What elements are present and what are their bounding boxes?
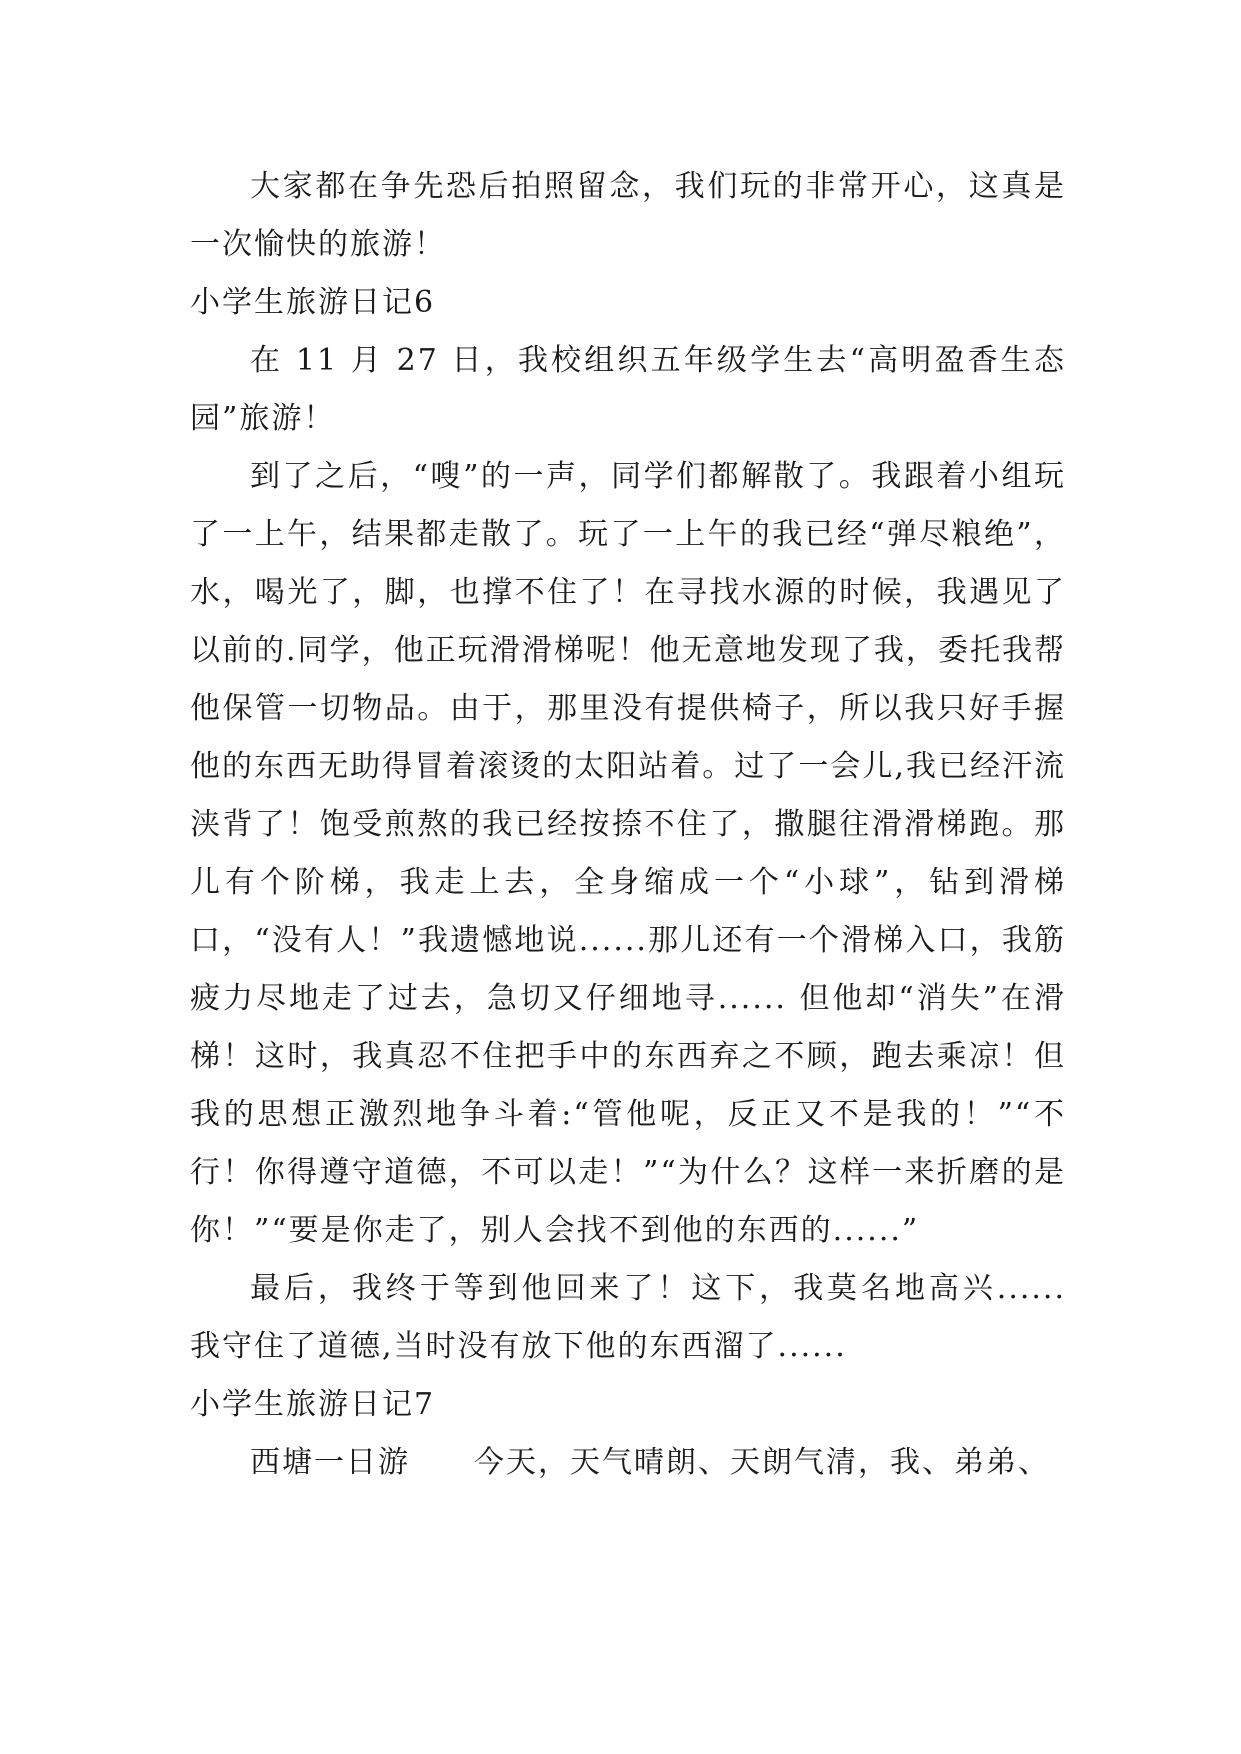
paragraph-diary-7-intro: 西塘一日游 今天，天气晴朗、天朗气清，我、弟弟、: [250, 1445, 1050, 1480]
document-body: [190, 158, 1066, 1492]
paragraph-diary-6-story: 到了之后，“嗖”的一声，同学们都解散了。我跟着小组玩了一上午，结果都走散了。玩了一上午的我已经“弹尽粮绝”，水，喝光了，脚，也撑不住了！在寻找水源的时候，我遇见了以前的.同学，他正玩滑滑梯呢！他无意地发现了我，委托我帮他保管一切物品。由于，那里没有提供椅子，所以我只好手握他的东西无助得冒着滚烫的太阳站着。过了一会儿,我已经汗流浃背了！饱受煎熬的我已经按捺不住了，撒腿往滑滑梯跑。那儿有个阶梯，我走上去，全身缩成一个“小球”，钻到滑梯口，“没有人！”我遗憾地说......那儿还有一个滑梯入口，我筋疲力尽地走了过去，急切又仔细地寻...... 但他却“消失”在滑梯！这时，我真忍不住把手中的东西弃之不顾，跑去乘凉！但我的思想正激烈地争斗着:“管他呢，反正又不是我的！”“不行！你得遵守道德，不可以走！”“为什么？这样一来折磨的是你！”“要是你走了，别人会找不到他的东西的......”: [190, 459, 1066, 1248]
paragraph-trip-ending: 大家都在争先恐后拍照留念，我们玩的非常开心，这真是一次愉快的旅游！: [190, 169, 1066, 262]
heading-diary-7: 小学生旅游日记7: [190, 1387, 436, 1422]
paragraph-diary-6-ending: 最后，我终于等到他回来了！这下，我莫名地高兴...... 我守住了道德,当时没有放下他的东西溜了......: [190, 1271, 1066, 1364]
heading-diary-6: 小学生旅游日记6: [190, 285, 436, 320]
paragraph-diary-6-intro: 在 11 月 27 日，我校组织五年级学生去“高明盈香生态园”旅游！: [190, 343, 1066, 436]
